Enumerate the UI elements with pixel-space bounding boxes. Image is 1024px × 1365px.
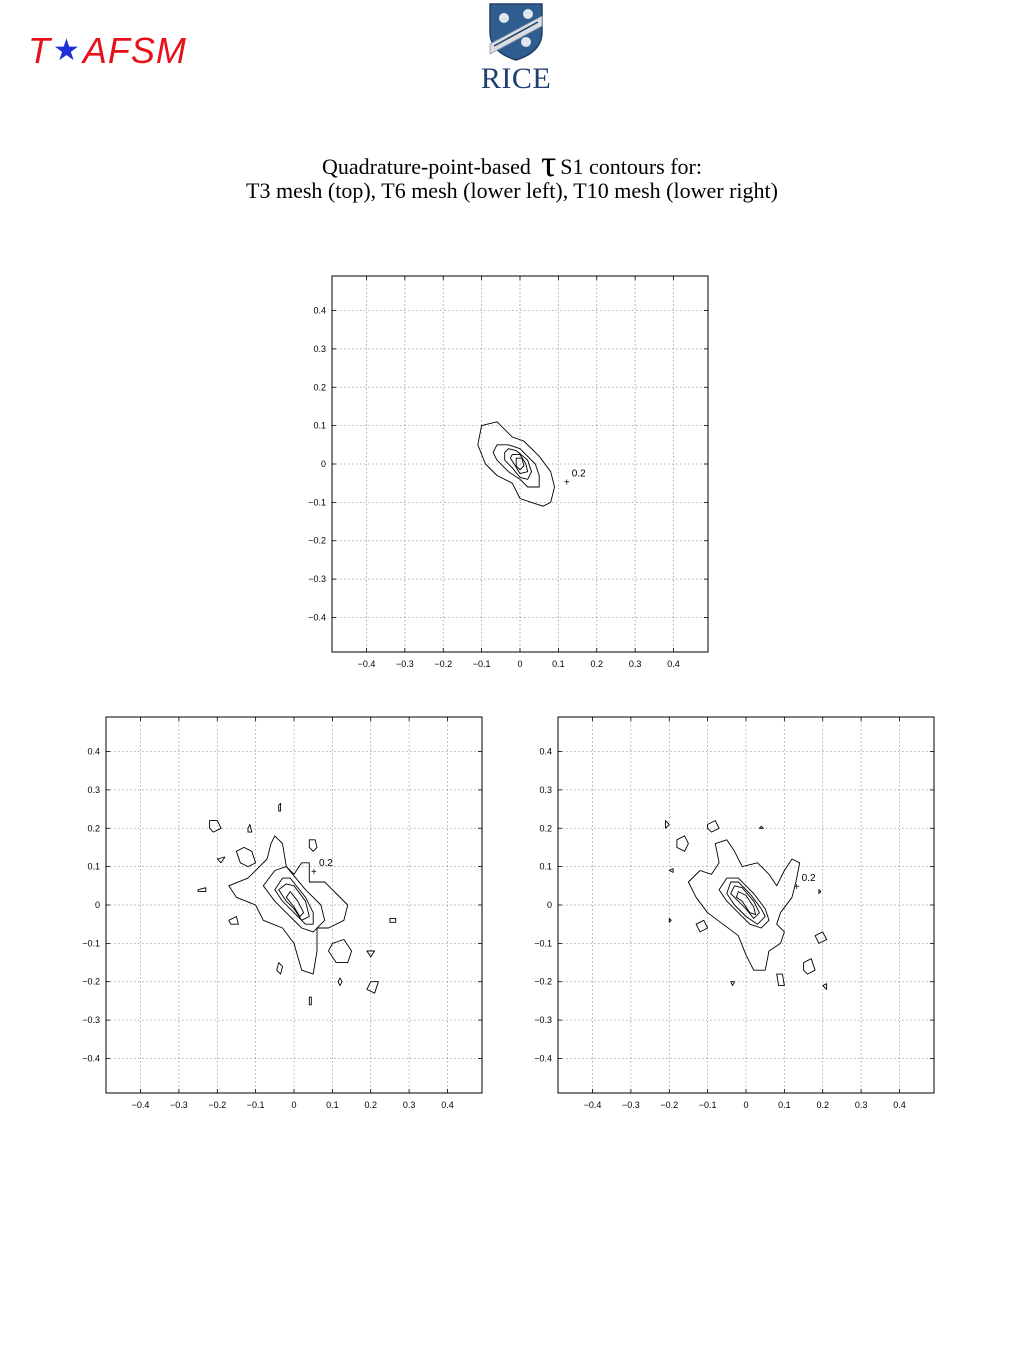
x-tick-label: −0.4 [131, 1100, 150, 1108]
y-tick-label: −0.3 [82, 1015, 100, 1026]
y-tick-label: −0.4 [308, 612, 326, 623]
contour-level-label: 0.2 [571, 468, 586, 480]
brand-t: T [28, 30, 51, 71]
contour-chart-svg [300, 262, 720, 667]
y-tick-label: 0.4 [539, 746, 552, 757]
x-tick-label: 0 [743, 1100, 749, 1108]
contour-level-label: 0.2 [318, 857, 333, 869]
y-tick-label: 0 [546, 900, 552, 910]
y-tick-label: −0.4 [534, 1053, 552, 1064]
x-tick-label: −0.1 [472, 659, 491, 667]
y-tick-label: 0.4 [313, 305, 326, 316]
x-tick-label: 0.1 [778, 1100, 791, 1108]
y-tick-label: 0.4 [87, 746, 100, 757]
x-tick-label: −0.3 [170, 1100, 188, 1108]
x-tick-label: 0 [517, 659, 523, 667]
brand-afsm: AFSM [82, 30, 187, 71]
y-tick-label: 0.2 [539, 823, 552, 834]
page-title-line2: T3 mesh (top), T6 mesh (lower left), T10 mesh (lower right) [246, 178, 778, 203]
y-tick-label: 0 [94, 900, 100, 910]
contour-label-marker: + [793, 882, 800, 894]
y-tick-label: −0.1 [534, 938, 552, 949]
x-tick-label: −0.1 [246, 1100, 265, 1108]
x-tick-label: 0.4 [441, 1100, 454, 1108]
x-tick-label: −0.4 [357, 659, 376, 667]
contour-plot-t6 [74, 703, 494, 1113]
y-tick-label: 0.3 [539, 784, 552, 795]
y-tick-label: −0.1 [82, 938, 100, 949]
x-tick-label: −0.3 [622, 1100, 640, 1108]
rice-wordmark: RICE [480, 62, 552, 95]
contour-level-label: 0.2 [801, 873, 816, 885]
y-tick-label: 0.3 [313, 343, 326, 354]
brand-mark [28, 30, 187, 72]
contour-label-marker: + [563, 477, 570, 489]
contour-plot-t10 [526, 703, 946, 1113]
x-tick-label: 0.2 [590, 659, 603, 667]
title-suffix: S1 contours for: [560, 154, 702, 179]
y-tick-label: 0.3 [87, 784, 100, 795]
y-tick-label: −0.3 [308, 574, 326, 585]
y-tick-label: −0.4 [82, 1053, 100, 1064]
y-tick-label: −0.2 [82, 976, 100, 987]
y-tick-label: 0.2 [313, 382, 326, 393]
x-tick-label: 0.3 [402, 1100, 416, 1108]
x-tick-label: −0.3 [396, 659, 414, 667]
y-tick-label: −0.2 [308, 535, 326, 546]
rice-logo [476, 2, 556, 94]
x-tick-label: 0.1 [552, 659, 565, 667]
y-tick-label: −0.3 [534, 1015, 552, 1026]
y-tick-label: 0.1 [87, 861, 100, 872]
y-tick-label: 0 [320, 459, 326, 469]
x-tick-label: 0.2 [816, 1100, 829, 1108]
rice-shield-icon [476, 2, 556, 62]
contour-chart-svg [74, 703, 494, 1108]
x-tick-label: 0.4 [667, 659, 680, 667]
x-tick-label: −0.1 [698, 1100, 717, 1108]
x-tick-label: −0.2 [434, 659, 453, 667]
star-icon: ★ [53, 34, 81, 67]
x-tick-label: 0.3 [854, 1100, 868, 1108]
x-tick-label: 0.4 [893, 1100, 906, 1108]
x-tick-label: −0.4 [583, 1100, 602, 1108]
y-tick-label: 0.2 [87, 823, 100, 834]
y-tick-label: −0.2 [534, 976, 552, 987]
x-tick-label: 0.1 [326, 1100, 339, 1108]
x-tick-label: 0 [291, 1100, 297, 1108]
y-tick-label: −0.1 [308, 497, 326, 508]
x-tick-label: 0.2 [364, 1100, 377, 1108]
x-tick-label: 0.3 [628, 659, 642, 667]
contour-label-marker: + [311, 866, 317, 878]
y-tick-label: 0.1 [313, 420, 326, 431]
contour-chart-svg [526, 703, 946, 1108]
title-prefix: Quadrature-point-based [322, 154, 531, 179]
x-tick-label: −0.2 [208, 1100, 227, 1108]
y-tick-label: 0.1 [539, 861, 552, 872]
tau-symbol: τ [540, 143, 557, 185]
contour-plot-t3 [300, 262, 720, 672]
x-tick-label: −0.2 [660, 1100, 679, 1108]
